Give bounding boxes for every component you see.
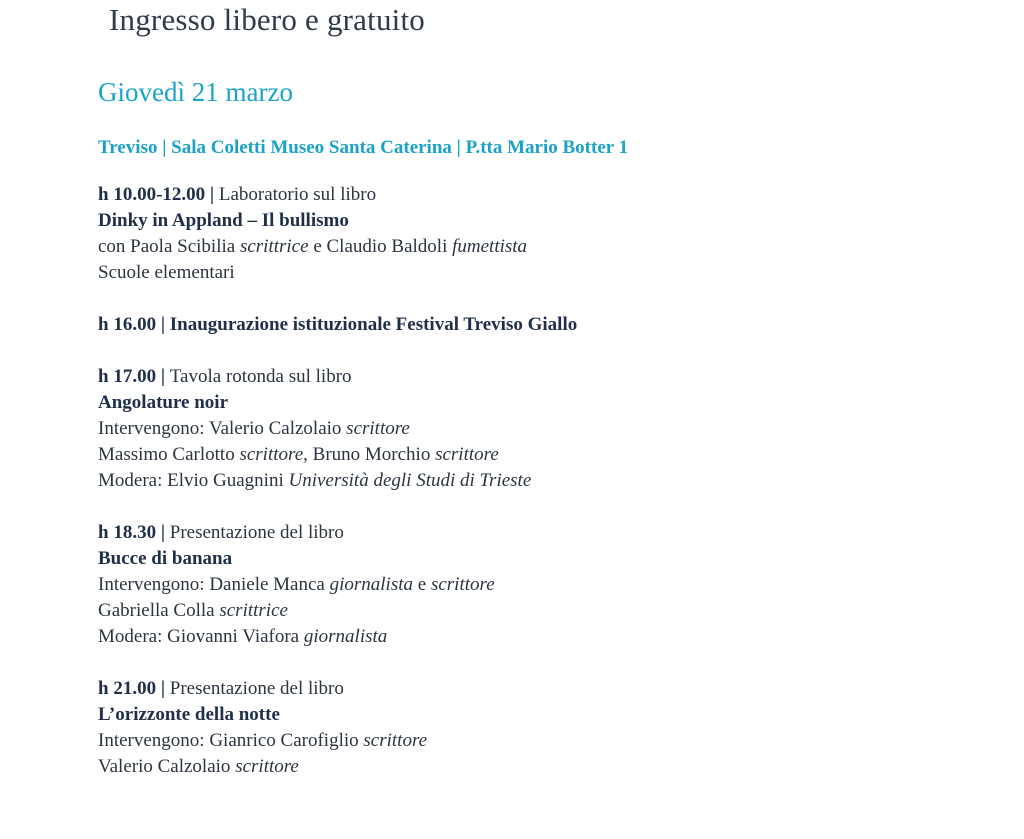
event-guests-line [98,598,858,624]
guest-role: scrittore [430,574,495,595]
event-audience: Scuole elementari [98,262,235,283]
event-item [98,312,858,338]
guest-role: Università degli Studi di Trieste [288,470,532,491]
event-title: Dinky in Appland – Il bullismo [98,210,349,231]
guest-text: Modera: Elvio Guagnini [98,470,289,491]
guest-text: con Paola Scibilia [98,236,240,257]
event-type: Laboratorio sul libro [218,184,377,205]
event-type: Presentazione del libro [169,522,344,543]
event-time-line [98,312,858,338]
event-item [98,676,858,780]
guest-text: Modera: Giovanni Viafora [98,626,304,647]
guest-text: e Claudio Baldoli [308,236,453,257]
guest-text: Massimo Carlotto [98,444,240,465]
guest-text: Intervengono: Gianrico Carofiglio [98,730,364,751]
event-time: h 21.00 [98,678,157,699]
guest-text: Intervengono: Valerio Calzolaio [98,418,347,439]
event-guests-line [98,754,858,780]
event-separator: | [156,314,170,335]
events-list [98,182,858,806]
event-title: Inaugurazione istituzionale Festival Treviso Giallo [169,314,578,335]
guest-role: scrittore [363,730,428,751]
event-time-line [98,364,858,390]
event-item [98,364,858,494]
event-time: h 18.30 [98,522,157,543]
event-separator: | [156,678,170,699]
event-time-line [98,676,858,702]
event-title: L’orizzonte della notte [98,704,280,725]
event-item [98,182,858,286]
event-guests-line [98,572,858,598]
event-guests-line [98,416,858,442]
guest-text: , Bruno Morchio [303,444,436,465]
guest-role: scrittore [235,756,299,777]
guest-role: scrittrice [239,236,309,257]
event-guests-line [98,728,858,754]
event-time: h 16.00 [98,314,157,335]
guest-text: Gabriella Colla [98,600,220,621]
event-time: h 17.00 [98,366,157,387]
event-time-line [98,520,858,546]
guest-role: scrittore [239,444,304,465]
event-title: Angolature noir [98,392,229,413]
event-type: Presentazione del libro [169,678,344,699]
guest-text: Valerio Calzolaio [98,756,236,777]
guest-role: fumettista [452,236,528,257]
event-moderator-line [98,468,858,494]
event-time: h 10.00-12.00 [98,184,206,205]
event-item [98,520,858,650]
event-separator: | [156,366,170,387]
guest-role: scrittore [435,444,499,465]
guest-role: scrittore [346,418,410,439]
event-type: Tavola rotonda sul libro [169,366,352,387]
guest-role: giornalista [329,574,414,595]
event-moderator-line [98,624,858,650]
event-title: Bucce di banana [98,548,233,569]
event-separator: | [205,184,219,205]
guest-text: e [413,574,431,595]
event-time-line [98,182,858,208]
page-title: Ingresso libero e gratuito [109,2,425,37]
event-guests-line [98,442,858,468]
guest-text: Intervengono: Daniele Manca [98,574,330,595]
guest-role: scrittrice [219,600,288,621]
event-guests-line [98,234,858,260]
event-separator: | [156,522,170,543]
event-date-heading: Giovedì 21 marzo [98,77,293,107]
guest-role: giornalista [303,626,388,647]
venue-line: Treviso | Sala Coletti Museo Santa Caterina | P.tta Mario Botter 1 [98,137,629,158]
